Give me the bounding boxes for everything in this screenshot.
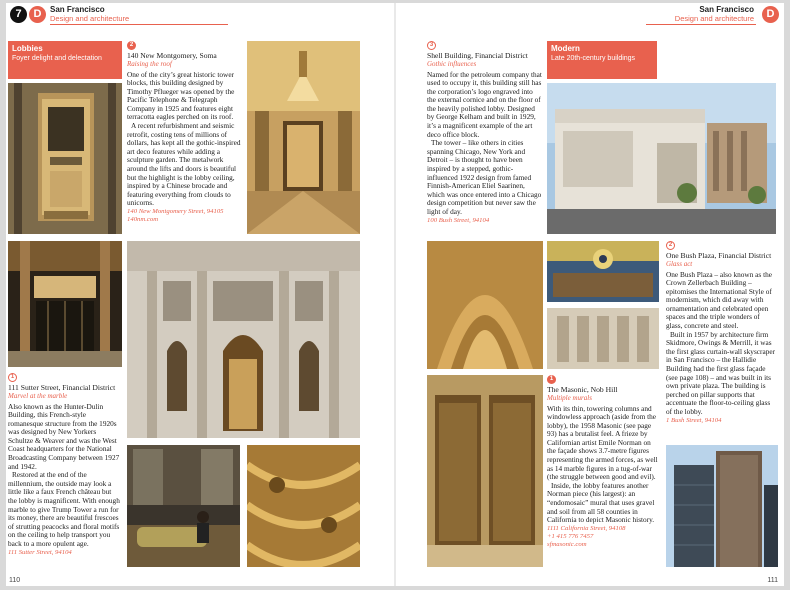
entry-body-1: With its thin, towering columns and windowless approach (aside from the lobby), the 1958 Masonic (see page 93) has a brutalist feel. A frieze by Californian artist Emile Norman on the façade shows 3.7-metre figures representing the armed forces, as well as 14 marble figures in a tug-of-war (the struggle between good and evil). (547, 403, 658, 482)
photo-brass-mailbox (8, 83, 122, 234)
theme-box-lobbies (8, 41, 122, 79)
theme-title: Modern (551, 44, 580, 53)
entry-body-2: A recent refurbishment and seismic retrofit, costing tens of millions of dollars, has kept all the gothic-inspired art deco features while adding a sculpture garden. The metalwork around the lifts and doors is beautiful but the highlight is the lobby ceiling, inspired by a Chinese brocade and featuring everything from clouds to unicorns. (127, 121, 241, 208)
entry-phone: +1 415 776 7457 (547, 532, 594, 540)
entry-subtitle: Glass act (666, 260, 693, 268)
entry-address: 1 Bush Street, 94104 (666, 416, 722, 424)
entry-body-2: Built in 1957 by architecture firm Skidmore, Owings & Merrill, it was the first glass curtain-wall skyscraper in San Francisco – the Hallidie Building had the first glass façade (see page 108) – and was built in its own private plaza. The building is perched on pillar supports that accentuate the floor-to-ceiling glass of the lobby. (666, 329, 776, 416)
entry-one-bush-plaza (666, 241, 778, 425)
entry-website: 140nm.com (127, 216, 159, 223)
entry-body-2: Restored at the end of the millennium, the outside may look a little like a faux French château but the lobby is magnificent. With enough marble to give Trump Tower a run for its money, there are beautiful frescoes of strutting peacocks and floral motifs on the ceiling to help transport you back to a more opulent age. (8, 470, 120, 548)
entry-body-1: Named for the petroleum company that used to occupy it, this building still has the corporation’s logo engraved into the external cornice and on the floor of the heavily polished lobby. Designed by George Kelham and built in 1929, it’s a magnificent example of the art deco office block. (427, 69, 542, 139)
entry-the-masonic (547, 375, 661, 549)
entry-title: The Masonic, Nob Hill (547, 385, 618, 394)
section-number: 7 (10, 6, 27, 23)
entry-140-new-montgomery (127, 41, 243, 224)
entry-number: 1 (547, 375, 556, 384)
entry-address: 100 Bush Street, 94104 (427, 216, 490, 224)
entry-title: 140 New Montgomery, Soma (127, 51, 217, 60)
header-category-right: Design and architecture (674, 14, 754, 23)
magazine-spread (6, 3, 784, 586)
entry-body-2: The tower – like others in cities spanning Chicago, New York and Detroit – is thought to have been inspired by a stepped, gothic-influenced 1922 design from famed Finnish-American Eliel Saarinen, which was once entered into a Chicago design competition but never saw the light of day. (427, 138, 542, 216)
photo-masonic-lobby (427, 375, 543, 567)
photo-140-new-montgomery-lobby (247, 41, 360, 234)
entry-111-sutter (8, 373, 122, 557)
entry-number: 3 (427, 41, 436, 50)
entry-address: 1111 California Street, 94108 (547, 524, 626, 532)
photo-masonic-frieze (547, 308, 659, 369)
entry-body-1: Also known as the Hunter-Dulin Building, this French-style romanesque structure from the 1920s was designed by New Yorkers Schultze & Weaver and was the West Coast headquarters for the National Broadcasting Company between 1927 and 1942. (8, 401, 120, 471)
photo-art-deco-facade (127, 241, 360, 438)
theme-subtitle: Foyer delight and delectation (12, 55, 102, 62)
entry-title: One Bush Plaza, Financial District (666, 251, 772, 260)
entry-subtitle: Gothic influences (427, 60, 477, 68)
header-rule-right (646, 24, 756, 25)
header-rule (50, 24, 228, 25)
photo-shell-ceiling (427, 241, 543, 369)
entry-subtitle: Marvel at the marble (8, 392, 68, 400)
entry-number: 2 (127, 41, 136, 50)
entry-body-1: One of the city’s great historic tower blocks, this building designed by Timothy Pflueger was opened by the Pacific Telephone & Telegraph Company in 1925 and features eight terracotta eagles perched on its roof. (127, 69, 235, 122)
theme-subtitle: Late 20th-century buildings (551, 55, 636, 62)
photo-lobby-lounge (127, 445, 240, 567)
entry-number: 1 (8, 373, 17, 382)
page-gutter (394, 3, 396, 586)
header-city-right: San Francisco (699, 5, 754, 14)
entry-website: sfmasonic.com (547, 540, 587, 548)
entry-shell-building (427, 41, 543, 225)
theme-box-modern (547, 41, 657, 79)
entry-body-1: One Bush Plaza – also known as the Crown Zellerbach Building – epitomises the International Style of modernism, which did away with ornamentation and celebrated open spaces and the triple wonders of glass, concrete and steel. (666, 269, 772, 331)
photo-glass-tower (666, 445, 778, 567)
photo-masonic-mosaic (547, 241, 659, 302)
theme-title: Lobbies (12, 44, 43, 53)
photo-gilded-ceiling (247, 445, 360, 567)
entry-title: Shell Building, Financial District (427, 51, 528, 60)
entry-subtitle: Multiple murals (547, 394, 592, 402)
page-number-left: 110 (9, 577, 21, 584)
photo-modern-building (547, 83, 776, 234)
category-badge: D (29, 6, 46, 23)
entry-address: 111 Sutter Street, 94104 (8, 548, 72, 556)
photo-111-sutter-lobby (8, 241, 122, 367)
category-badge-right: D (762, 6, 779, 23)
header-city: San Francisco (50, 5, 105, 14)
entry-address: 140 New Montgomery Street, 94105 (127, 208, 224, 215)
entry-subtitle: Raising the roof (127, 60, 172, 68)
entry-body-2: Inside, the lobby features another Norman piece (his largest): an “endomosaic” mural that uses gravel and soil from all 58 counties in California to depict Masonic history. (547, 480, 655, 525)
entry-number: 2 (666, 241, 675, 250)
header-category: Design and architecture (50, 14, 130, 23)
page-number-right: 111 (767, 577, 778, 584)
entry-title: 111 Sutter Street, Financial District (8, 383, 116, 392)
